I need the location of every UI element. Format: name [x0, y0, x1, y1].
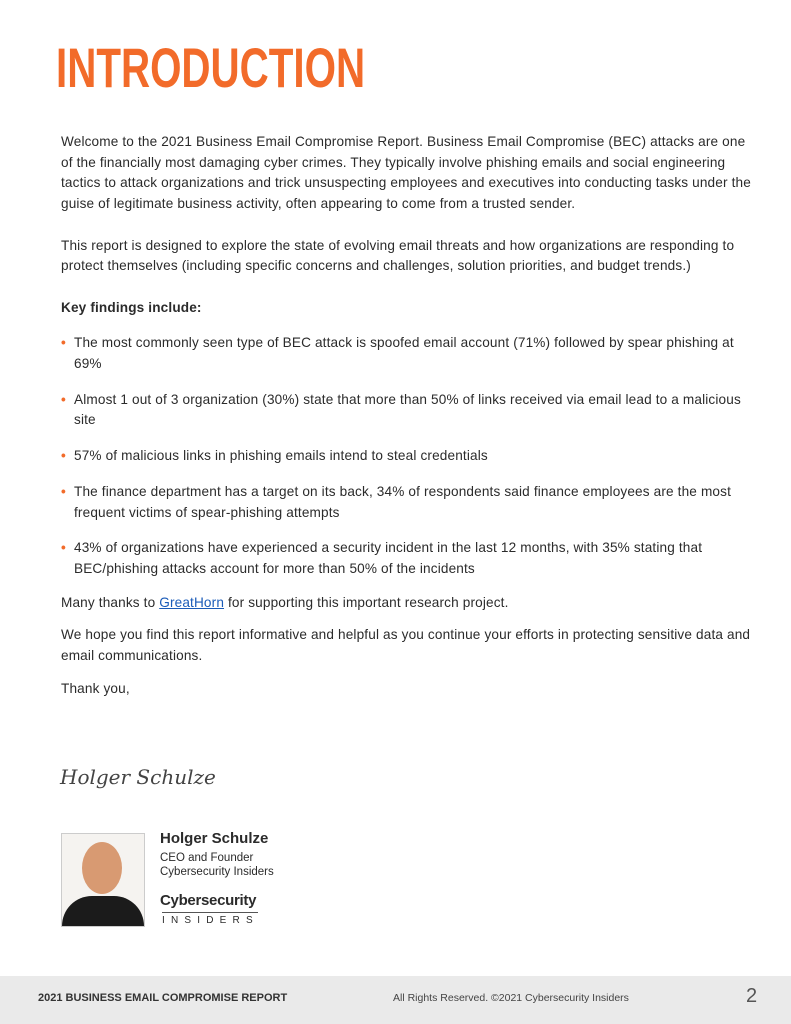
bullet-icon: •	[61, 335, 66, 351]
body-content	[61, 132, 751, 699]
key-findings-list	[61, 333, 751, 579]
intro-paragraph: Welcome to the 2021 Business Email Compromise Report. Business Email Compromise (BEC) attacks are one of the financially most damaging cyber crimes. They typically involve phishing emails and social engineering tactics to attack organizations and trick unsuspecting employees and executives into conducting tasks under the guise of legitimate business activity, often appearing to come from a trusted sender.	[61, 134, 751, 212]
bullet-icon: •	[61, 483, 66, 499]
company-logo-bottom: INSIDERS	[162, 915, 259, 926]
list-item: • Almost 1 out of 3 organization (30%) state that more than 50% of links received via email lead to a malicious site	[61, 391, 741, 428]
closing-text: Thank you,	[61, 680, 130, 696]
key-findings-heading: Key findings include:	[61, 299, 202, 315]
signature: Holger Schulze	[60, 765, 216, 789]
footer-copyright: All Rights Reserved. ©2021 Cybersecurity Insiders	[393, 992, 629, 1004]
author-photo	[61, 833, 145, 927]
company-logo-top: Cybersecurity	[160, 892, 257, 909]
list-item: • 43% of organizations have experienced a security incident in the last 12 months, with 35% stating that BEC/phishing attacks account for more than 50% of the incidents	[61, 540, 703, 576]
bullet-icon: •	[61, 391, 66, 407]
footer-report-title: 2021 BUSINESS EMAIL COMPROMISE REPORT	[38, 992, 288, 1004]
author-name: Holger Schulze	[160, 830, 269, 847]
report-purpose-paragraph: This report is designed to explore the state of evolving email threats and how organizations are responding to protect themselves (including specific concerns and challenges, solution priorities, and budget trends.)	[61, 237, 735, 274]
page-title: INTRODUCTION	[56, 36, 366, 99]
logo-divider	[162, 912, 258, 913]
bullet-icon: •	[61, 448, 66, 464]
author-role: CEO and Founder Cybersecurity Insiders	[160, 852, 274, 878]
list-item: • The finance department has a target on its back, 34% of respondents said finance employees are the most frequent victims of spear-phishing attempts	[61, 483, 731, 520]
list-item: • 57% of malicious links in phishing emails intend to steal credentials	[61, 446, 751, 467]
page-number: 2	[746, 985, 758, 1007]
greathorn-link[interactable]: GreatHorn	[159, 594, 225, 610]
thanks-paragraph: Many thanks to GreatHorn for supporting this important research project.	[61, 594, 509, 610]
page-footer	[0, 976, 791, 1024]
hope-paragraph: We hope you find this report informative and helpful as you continue your efforts in protecting sensitive data and email communications.	[61, 627, 751, 664]
bullet-icon: •	[61, 540, 66, 556]
list-item: • The most commonly seen type of BEC attack is spoofed email account (71%) followed by spear phishing at 69%	[61, 335, 734, 371]
